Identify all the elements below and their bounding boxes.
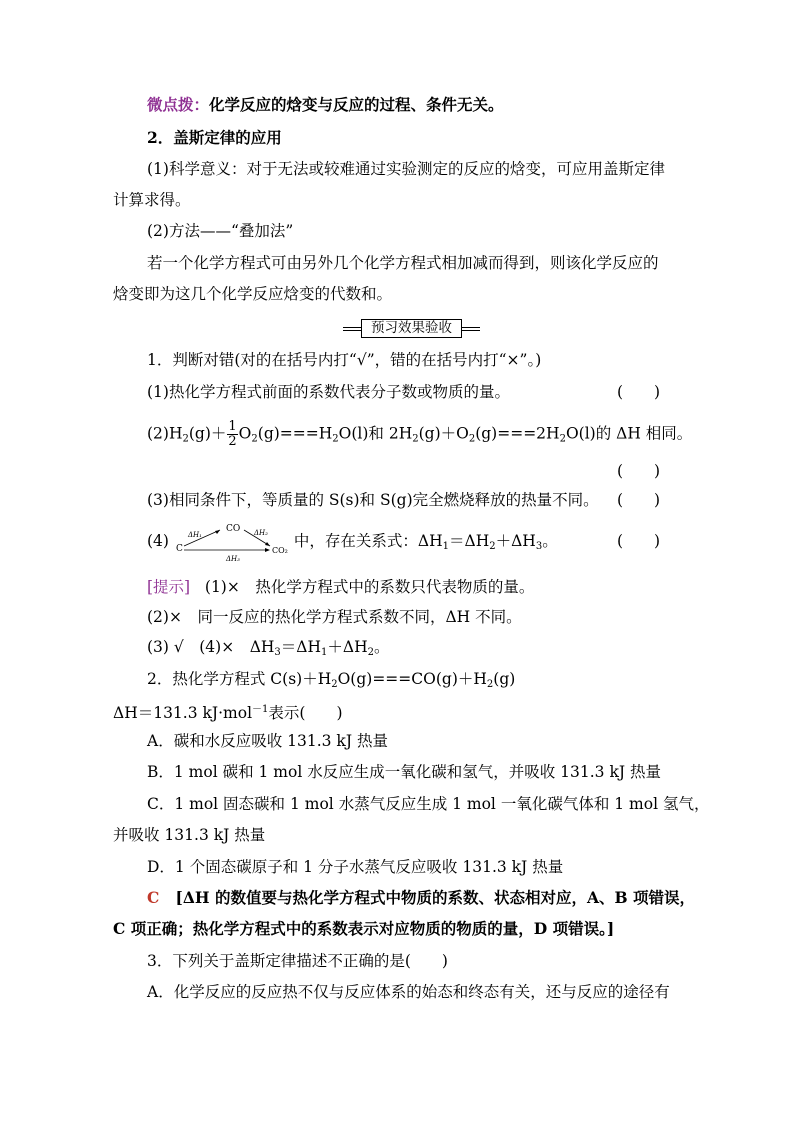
banner-rule-left xyxy=(343,327,361,331)
q2-option-d: D．1 个固态碳原子和 1 分子水蒸气反应吸收 131.3 kJ 热量 xyxy=(147,858,564,876)
q1-stem: 1．判断对错(对的在括号内打“√”，错的在括号内打“×”。) xyxy=(147,351,542,369)
q2-explanation-line1: C [ΔH 的数值要与热化学方程式中物质的系数、状态相对应，A、B 项错误， xyxy=(147,888,695,907)
section2-p3-line2: 焓变即为这几个化学反应焓变的代数和。 xyxy=(113,285,393,303)
diagram-dh2: ΔH₂ xyxy=(253,529,268,537)
section2-p1-line1: (1)科学意义：对于无法或较难通过实验测定的反应的焓变，可应用盖斯定律 xyxy=(147,160,665,178)
q1-item1: (1)热化学方程式前面的系数代表分子数或物质的量。 xyxy=(147,383,510,401)
q3-option-a: A．化学反应的反应热不仅与反应体系的始态和终态有关，还与反应的途径有 xyxy=(147,983,670,1001)
hint-line1: [提示] (1)× 热化学方程式中的系数只代表物质的量。 xyxy=(147,578,535,596)
section2-p2: (2)方法——“叠加法” xyxy=(147,222,294,240)
diagram-c: C xyxy=(175,544,183,554)
q2-option-b: B．1 mol 碳和 1 mol 水反应生成一氧化碳和氢气，并吸收 131.3 kJ 热量 xyxy=(147,763,661,781)
q1-item4: (4) C CO CO₂ ΔH₁ ΔH₂ ΔH₃ 中，存在关系式：$\Delta H_1=\Delta H_2+\Delta H_3$。 xyxy=(147,524,558,562)
q3-stem: 3．下列关于盖斯定律描述不正确的是( ) xyxy=(147,952,448,970)
q2-option-c-line1: C．1 mol 固态碳和 1 mol 水蒸气反应生成 1 mol 一氧化碳气体和 1 mol 氢气， xyxy=(147,795,710,813)
tip-text: 化学反应的焓变与反应的过程、条件无关。 xyxy=(209,95,504,114)
fraction-one-half: $\frac{1}{2}$ xyxy=(228,419,237,449)
diagram-dh3: ΔH₃ xyxy=(225,555,240,562)
diagram-dh1: ΔH₁ xyxy=(187,531,202,539)
q2-option-c-line2: 并吸收 131.3 kJ 热量 xyxy=(113,826,266,844)
q2-option-a: A．碳和水反应吸收 131.3 kJ 热量 xyxy=(147,732,388,750)
q2-stem: 2．热化学方程式 $C(s)+H_2O(g)===CO(g)+H_2(g)$ xyxy=(147,670,516,690)
q1-item2-paren: ( ) xyxy=(617,462,661,480)
q1-item3-paren: ( ) xyxy=(617,491,661,509)
hint-label: [提示] xyxy=(147,578,191,596)
q2-stem-line2: ΔH＝131.3 kJ·mol$^{-1}$表示( ) xyxy=(113,704,343,722)
section2-p1-line2: 计算求得。 xyxy=(113,191,191,209)
tip-label: 微点拨： xyxy=(147,95,210,114)
diagram-co2: CO₂ xyxy=(271,546,288,555)
q1-item2: $(2)H_2(g)+$ $\frac{1}{2}$ $O_2(g)===H_2O(l)$和 $2H_2(g)+O_2(g)===2H_2O(l)$的 ΔH 相同。 xyxy=(147,419,693,449)
diagram-co: CO xyxy=(225,524,241,534)
q1-item4-paren: ( ) xyxy=(617,532,661,550)
q1-item3: (3)相同条件下，等质量的 S(s)和 S(g)完全燃烧释放的热量不同。 xyxy=(147,491,599,509)
tip-line xyxy=(147,94,504,116)
q2-answer: C xyxy=(147,888,160,907)
section2-p3-line1: 若一个化学方程式可由另外几个化学方程式相加减而得到，则该化学反应的 xyxy=(147,254,659,272)
q2-explanation-line2: C 项正确；热化学方程式中的系数表示对应物质的物质的量，D 项错误。] xyxy=(113,919,615,938)
q1-item1-paren: ( ) xyxy=(617,383,661,401)
banner-title: 预习效果验收 xyxy=(361,319,462,338)
hint-line3: (3) √ (4)× $\Delta H_3=\Delta H_1+\Delta H_2$。 xyxy=(147,638,390,658)
section2-heading: 2．盖斯定律的应用 xyxy=(147,128,282,147)
section-banner xyxy=(343,317,480,339)
banner-rule-right xyxy=(462,327,480,331)
hess-cycle-diagram xyxy=(174,522,294,562)
hint-line2: (2)× 同一反应的热化学方程式系数不同，ΔH 不同。 xyxy=(147,608,522,626)
